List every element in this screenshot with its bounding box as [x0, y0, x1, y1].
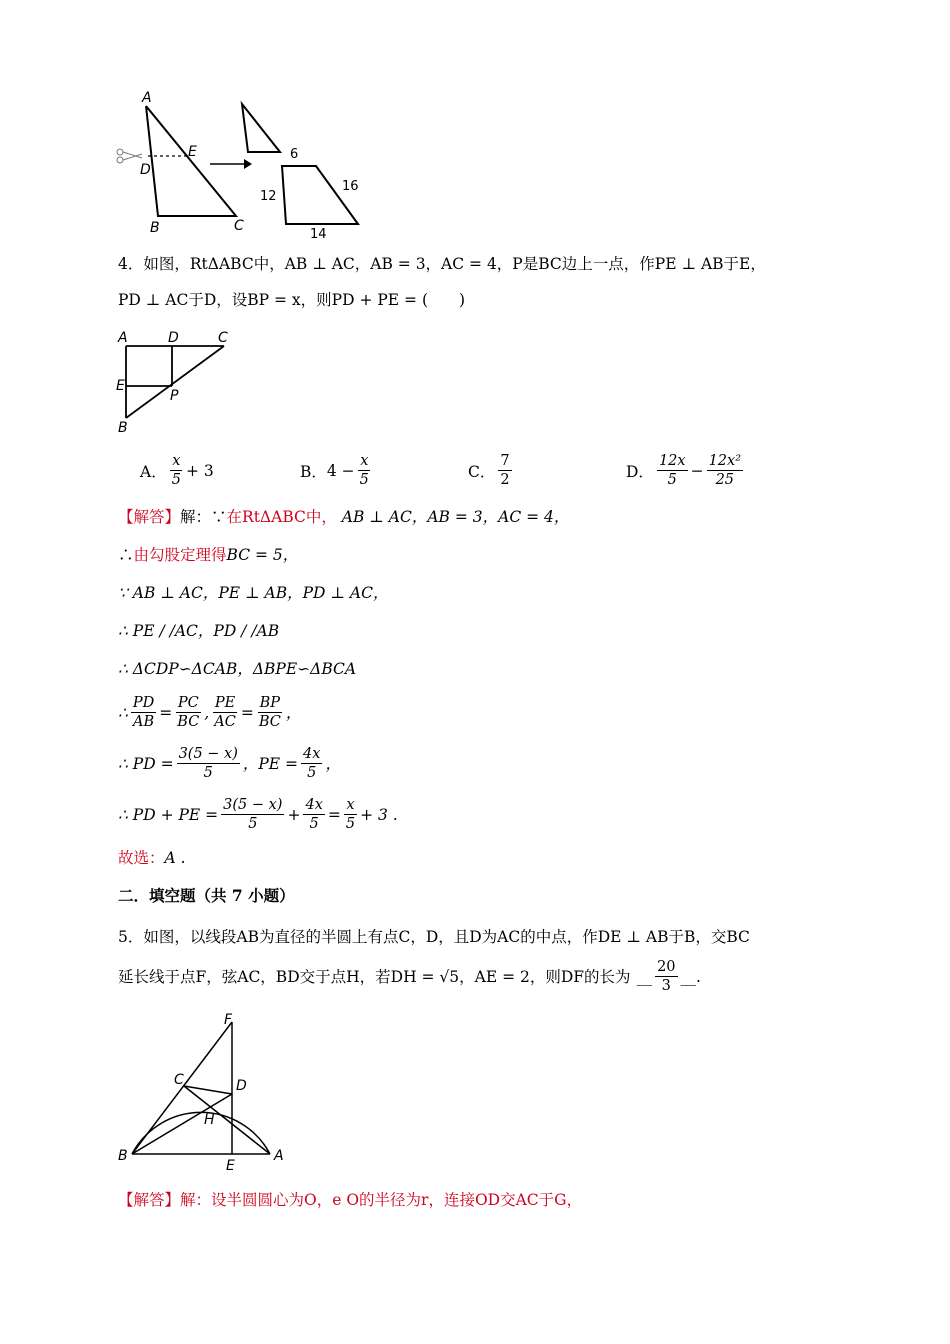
label-b: B: [150, 220, 160, 236]
label-c: C: [174, 1072, 184, 1088]
label-a: A: [142, 90, 152, 106]
q4-line2: PD ⊥ AC于D，设BP = x，则PD + PE = ( ): [118, 291, 466, 309]
label-d: D: [236, 1078, 247, 1094]
sol4-line4: ∴ PE / /AC，PD / /AB: [118, 622, 280, 640]
option-a[interactable]: A． $\frac{x}{5}$ + 3: [140, 453, 214, 488]
label-c: C: [234, 218, 244, 234]
figure-cut-triangle: [110, 88, 370, 240]
label-b: B: [118, 1148, 128, 1164]
arrow-head-icon: [244, 159, 252, 169]
option-b[interactable]: B． 4 − $\frac{x}{5}$: [300, 453, 369, 488]
option-c[interactable]: C． $\frac{7}{2}$: [468, 453, 510, 488]
label-h: H: [204, 1112, 215, 1128]
sol5-line1: 【解答】解：设半圆圆心为O，e O的半径为r，连接OD交AC于G，: [118, 1191, 583, 1209]
label-a: A: [118, 330, 128, 346]
small-triangle: [242, 104, 280, 152]
num-16: 16: [342, 179, 359, 194]
q5-answer-num: 20: [657, 959, 676, 975]
q5-answer-den: 3: [661, 978, 671, 994]
label-d: D: [140, 162, 151, 178]
label-p: P: [170, 388, 179, 404]
label-e: E: [188, 144, 197, 160]
label-e: E: [226, 1158, 235, 1174]
sol4-line3: ∵ AB ⊥ AC，PE ⊥ AB，PD ⊥ AC，: [118, 584, 389, 602]
q4-text1: 如图，RtΔABC中，AB ⊥ AC，AB = 3，AC = 4，P是BC边上一点，作PE ⊥ AB于E，: [143, 255, 766, 273]
sol4-line5: ∴ ΔCDP∽ΔCAB，ΔBPE∽ΔBCA: [118, 660, 357, 678]
trapezoid: [282, 166, 358, 224]
triangle-abc: [146, 106, 236, 216]
section-title: 二．填空题（共 7 小题）: [118, 886, 295, 905]
sol4-line2: ∴由勾股定理得BC = 5，: [118, 546, 299, 564]
figure-q5: [114, 1010, 294, 1180]
sol4-line6: ∴ $\frac{PD}{AB}$ = $\frac{PC}{BC}$ , $\frac{PE}{AC}$ = $\frac{BP}{BC}$ ，: [118, 695, 302, 730]
figure-q4: [112, 326, 242, 438]
q4-line1: [118, 254, 766, 274]
label-b: B: [118, 420, 128, 436]
q4-number: 4．: [118, 255, 144, 273]
sol4-line7: ∴ PD = $\frac{3(5 - x)}{5}$ ，PE = $\frac{4x}{5}$ ，: [118, 746, 341, 781]
num-6: 6: [290, 147, 299, 162]
num-14: 14: [310, 227, 327, 240]
q5-line1: [118, 927, 750, 947]
label-a: A: [274, 1148, 284, 1164]
q5-line2: 延长线于点F，弦AC，BD交于点H，若DH = √5，AE = 2，则DF的长为 __ $\frac{20}{3}$ __ .: [118, 959, 701, 994]
sol4-line8: ∴ PD + PE = $\frac{3(5 - x)}{5}$ + $\frac{4x}{5}$ = $\frac{x}{5}$ + 3 .: [118, 797, 398, 832]
label-d: D: [168, 330, 179, 346]
label-f: F: [224, 1012, 233, 1028]
q5-number: 5．: [118, 928, 144, 946]
sol4-line1: 【解答】解：∵在RtΔABC中， AB ⊥ AC，AB = 3，AC = 4，: [118, 508, 570, 526]
label-e: E: [116, 378, 125, 394]
sol4-answer: 故选：A .: [118, 849, 186, 867]
q5-text1: 如图，以线段AB为直径的半圆上有点C，D，且D为AC的中点，作DE ⊥ AB于B，交BC: [143, 928, 750, 946]
option-d[interactable]: D． $\frac{12x}{5}$ − $\frac{\text{12x²}}{25}$: [626, 453, 742, 488]
scissors-icon: [117, 149, 142, 163]
label-c: C: [218, 330, 228, 346]
num-12: 12: [260, 189, 277, 204]
